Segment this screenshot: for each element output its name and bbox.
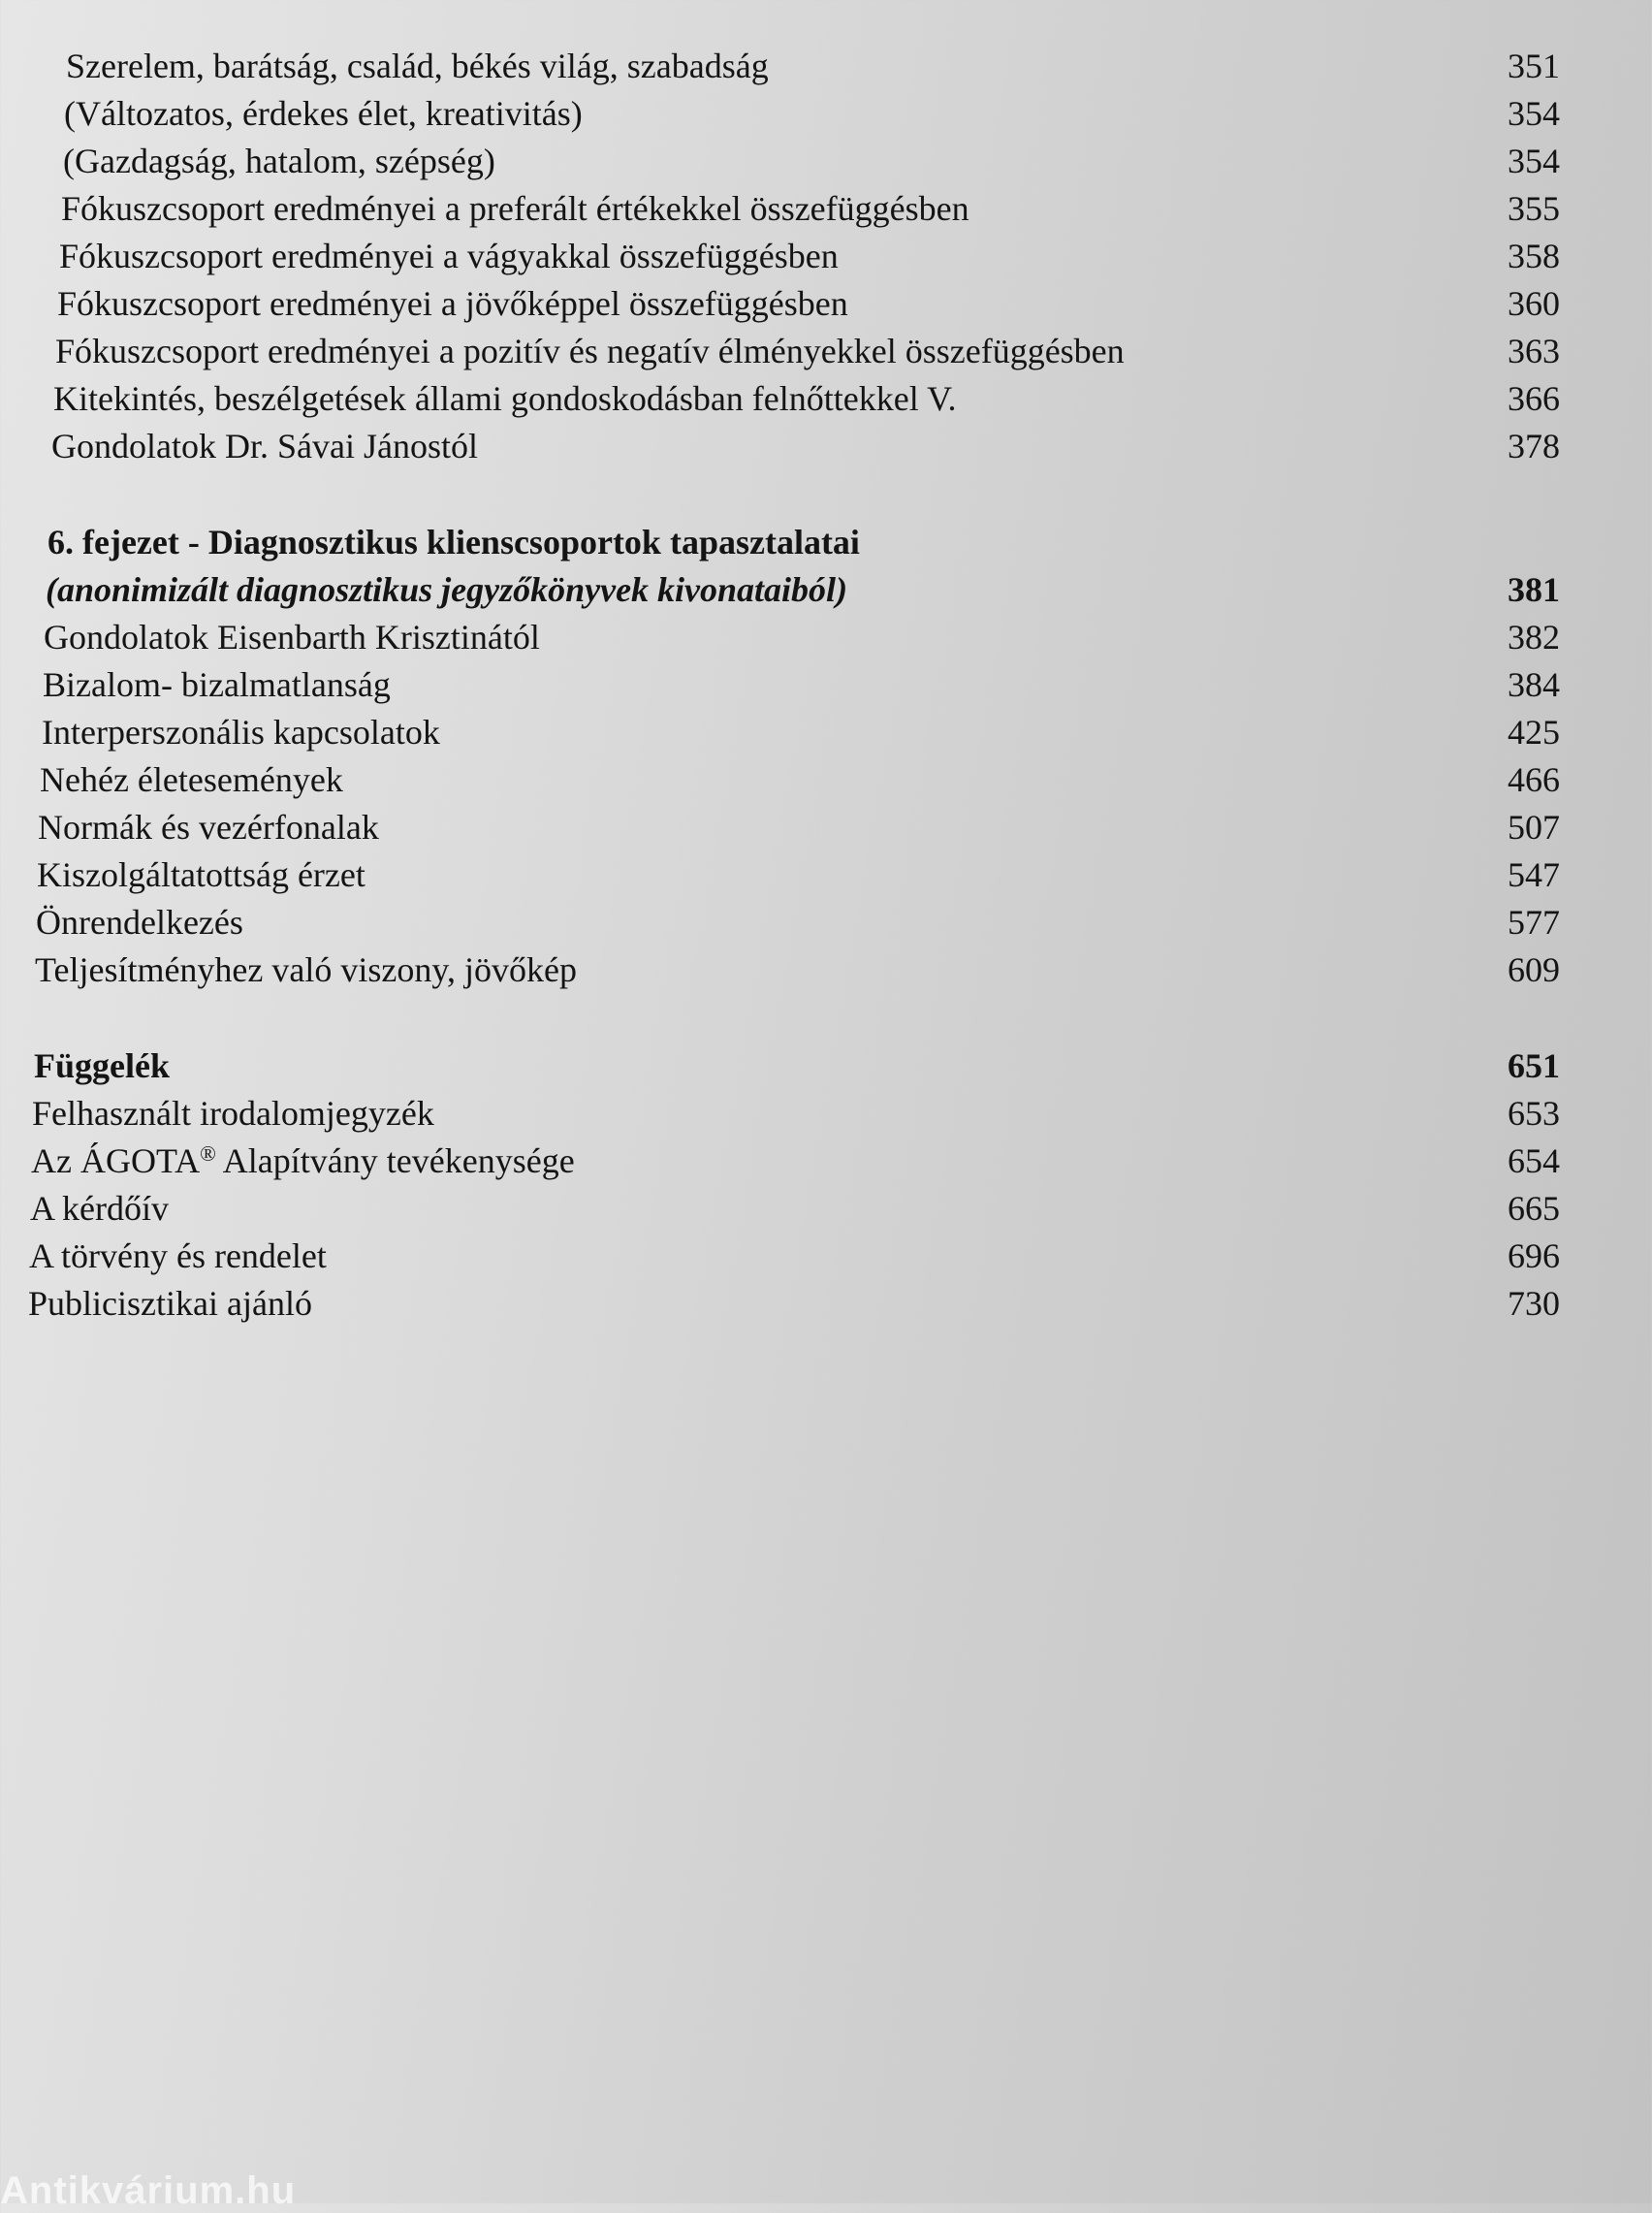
- toc-entry: [0, 423, 1652, 470]
- toc-entry: [0, 233, 1652, 280]
- toc-entry-page: 696: [1508, 1236, 1560, 1275]
- toc-entry-page: 651: [1508, 1046, 1560, 1085]
- toc-entry: [0, 1280, 1652, 1328]
- toc-entry: [0, 328, 1652, 375]
- toc-entry-page: 381: [1508, 570, 1560, 609]
- toc-entry-title: Publicisztikai ajánló: [28, 1284, 312, 1323]
- toc-entry-page: 577: [1508, 903, 1560, 942]
- toc-entry-title: Gondolatok Dr. Sávai Jánostól: [51, 427, 478, 465]
- toc-entry-title: (Gazdagság, hatalom, szépség): [63, 142, 495, 180]
- toc-entry: [0, 946, 1652, 994]
- toc-entry-page: 358: [1508, 237, 1560, 275]
- toc-entry-title: Gondolatok Eisenbarth Krisztinától: [44, 618, 540, 657]
- toc-entry: [0, 185, 1652, 233]
- watermark: Antikvárium.hu: [0, 2169, 297, 2212]
- toc-entry-page: 547: [1508, 855, 1560, 894]
- toc-entry-page: 730: [1508, 1284, 1560, 1323]
- toc-entry: [0, 661, 1652, 709]
- table-of-contents: [0, 43, 1652, 1328]
- toc-entry: [0, 43, 1652, 90]
- toc-entry-page: 609: [1508, 950, 1560, 989]
- toc-entry-page: 382: [1508, 618, 1560, 657]
- toc-entry-page: 507: [1508, 808, 1560, 847]
- toc-entry-page: 355: [1508, 189, 1560, 228]
- toc-entry-title: Felhasznált irodalomjegyzék: [32, 1094, 434, 1133]
- toc-entry: [0, 899, 1652, 946]
- toc-entry: [0, 756, 1652, 804]
- toc-entry-title: Nehéz életesemények: [40, 760, 343, 799]
- toc-entry: [0, 138, 1652, 185]
- toc-entry-title: Fókuszcsoport eredményei a preferált értékekkel összefüggésben: [61, 189, 969, 228]
- toc-entry-title: Kiszolgáltatottság érzet: [37, 855, 365, 894]
- toc-entry-page: 653: [1508, 1094, 1560, 1133]
- toc-entry: [0, 566, 1652, 614]
- chapter-heading: [0, 519, 1652, 566]
- toc-entry-page: 654: [1508, 1141, 1560, 1180]
- toc-entry-page: 354: [1508, 94, 1560, 133]
- toc-entry-page: 384: [1508, 665, 1560, 704]
- toc-entry-page: 466: [1508, 760, 1560, 799]
- toc-entry-title: Szerelem, barátság, család, békés világ, szabadság: [66, 47, 769, 85]
- toc-entry-title: Kitekintés, beszélgetések állami gondoskodásban felnőttekkel V.: [53, 379, 957, 418]
- toc-entry: [0, 1090, 1652, 1138]
- toc-entry: [0, 709, 1652, 756]
- toc-entry-page: 665: [1508, 1189, 1560, 1228]
- toc-entry-title: Fókuszcsoport eredményei a pozitív és negatív élményekkel összefüggésben: [55, 332, 1125, 370]
- toc-entry-title: Az ÁGOTA® Alapítvány tevékenysége: [31, 1141, 575, 1180]
- toc-entry-page: 363: [1508, 332, 1560, 370]
- toc-entry-page: 378: [1508, 427, 1560, 465]
- toc-entry-title: Fókuszcsoport eredményei a jövőképpel összefüggésben: [57, 284, 848, 323]
- toc-entry: [0, 1185, 1652, 1233]
- registered-mark: ®: [200, 1141, 216, 1166]
- toc-entry-title: Teljesítményhez való viszony, jövőkép: [35, 950, 578, 989]
- toc-entry-title: Fókuszcsoport eredményei a vágyakkal összefüggésben: [59, 237, 839, 275]
- toc-entry-page: 360: [1508, 284, 1560, 323]
- toc-entry-title: Interperszonális kapcsolatok: [42, 713, 440, 752]
- toc-entry: [0, 280, 1652, 328]
- chapter-6-subtitle: (anonimizált diagnosztikus jegyzőkönyvek kivonataiból): [46, 570, 848, 609]
- toc-entry: [0, 1138, 1652, 1185]
- toc-entry: [0, 851, 1652, 899]
- toc-entry: [0, 375, 1652, 423]
- toc-entry-page: 351: [1508, 47, 1560, 85]
- toc-entry-title: Önrendelkezés: [36, 903, 243, 942]
- appendix-heading: [0, 1042, 1652, 1090]
- toc-entry-title: Bizalom- bizalmatlanság: [43, 665, 391, 704]
- toc-entry-title: A törvény és rendelet: [29, 1236, 327, 1275]
- toc-entry: [0, 90, 1652, 138]
- toc-entry-page: 366: [1508, 379, 1560, 418]
- toc-entry-page: 354: [1508, 142, 1560, 180]
- chapter-6-title: 6. fejezet - Diagnosztikus klienscsoportok tapasztalatai: [48, 523, 860, 561]
- toc-entry: [0, 614, 1652, 661]
- toc-entry-title: (Változatos, érdekes élet, kreativitás): [64, 94, 583, 133]
- appendix-title: Függelék: [34, 1046, 170, 1085]
- toc-entry-page: 425: [1508, 713, 1560, 752]
- toc-entry-title: Normák és vezérfonalak: [38, 808, 379, 847]
- toc-entry: [0, 804, 1652, 851]
- toc-entry: [0, 1233, 1652, 1280]
- toc-entry-title: A kérdőív: [30, 1189, 169, 1228]
